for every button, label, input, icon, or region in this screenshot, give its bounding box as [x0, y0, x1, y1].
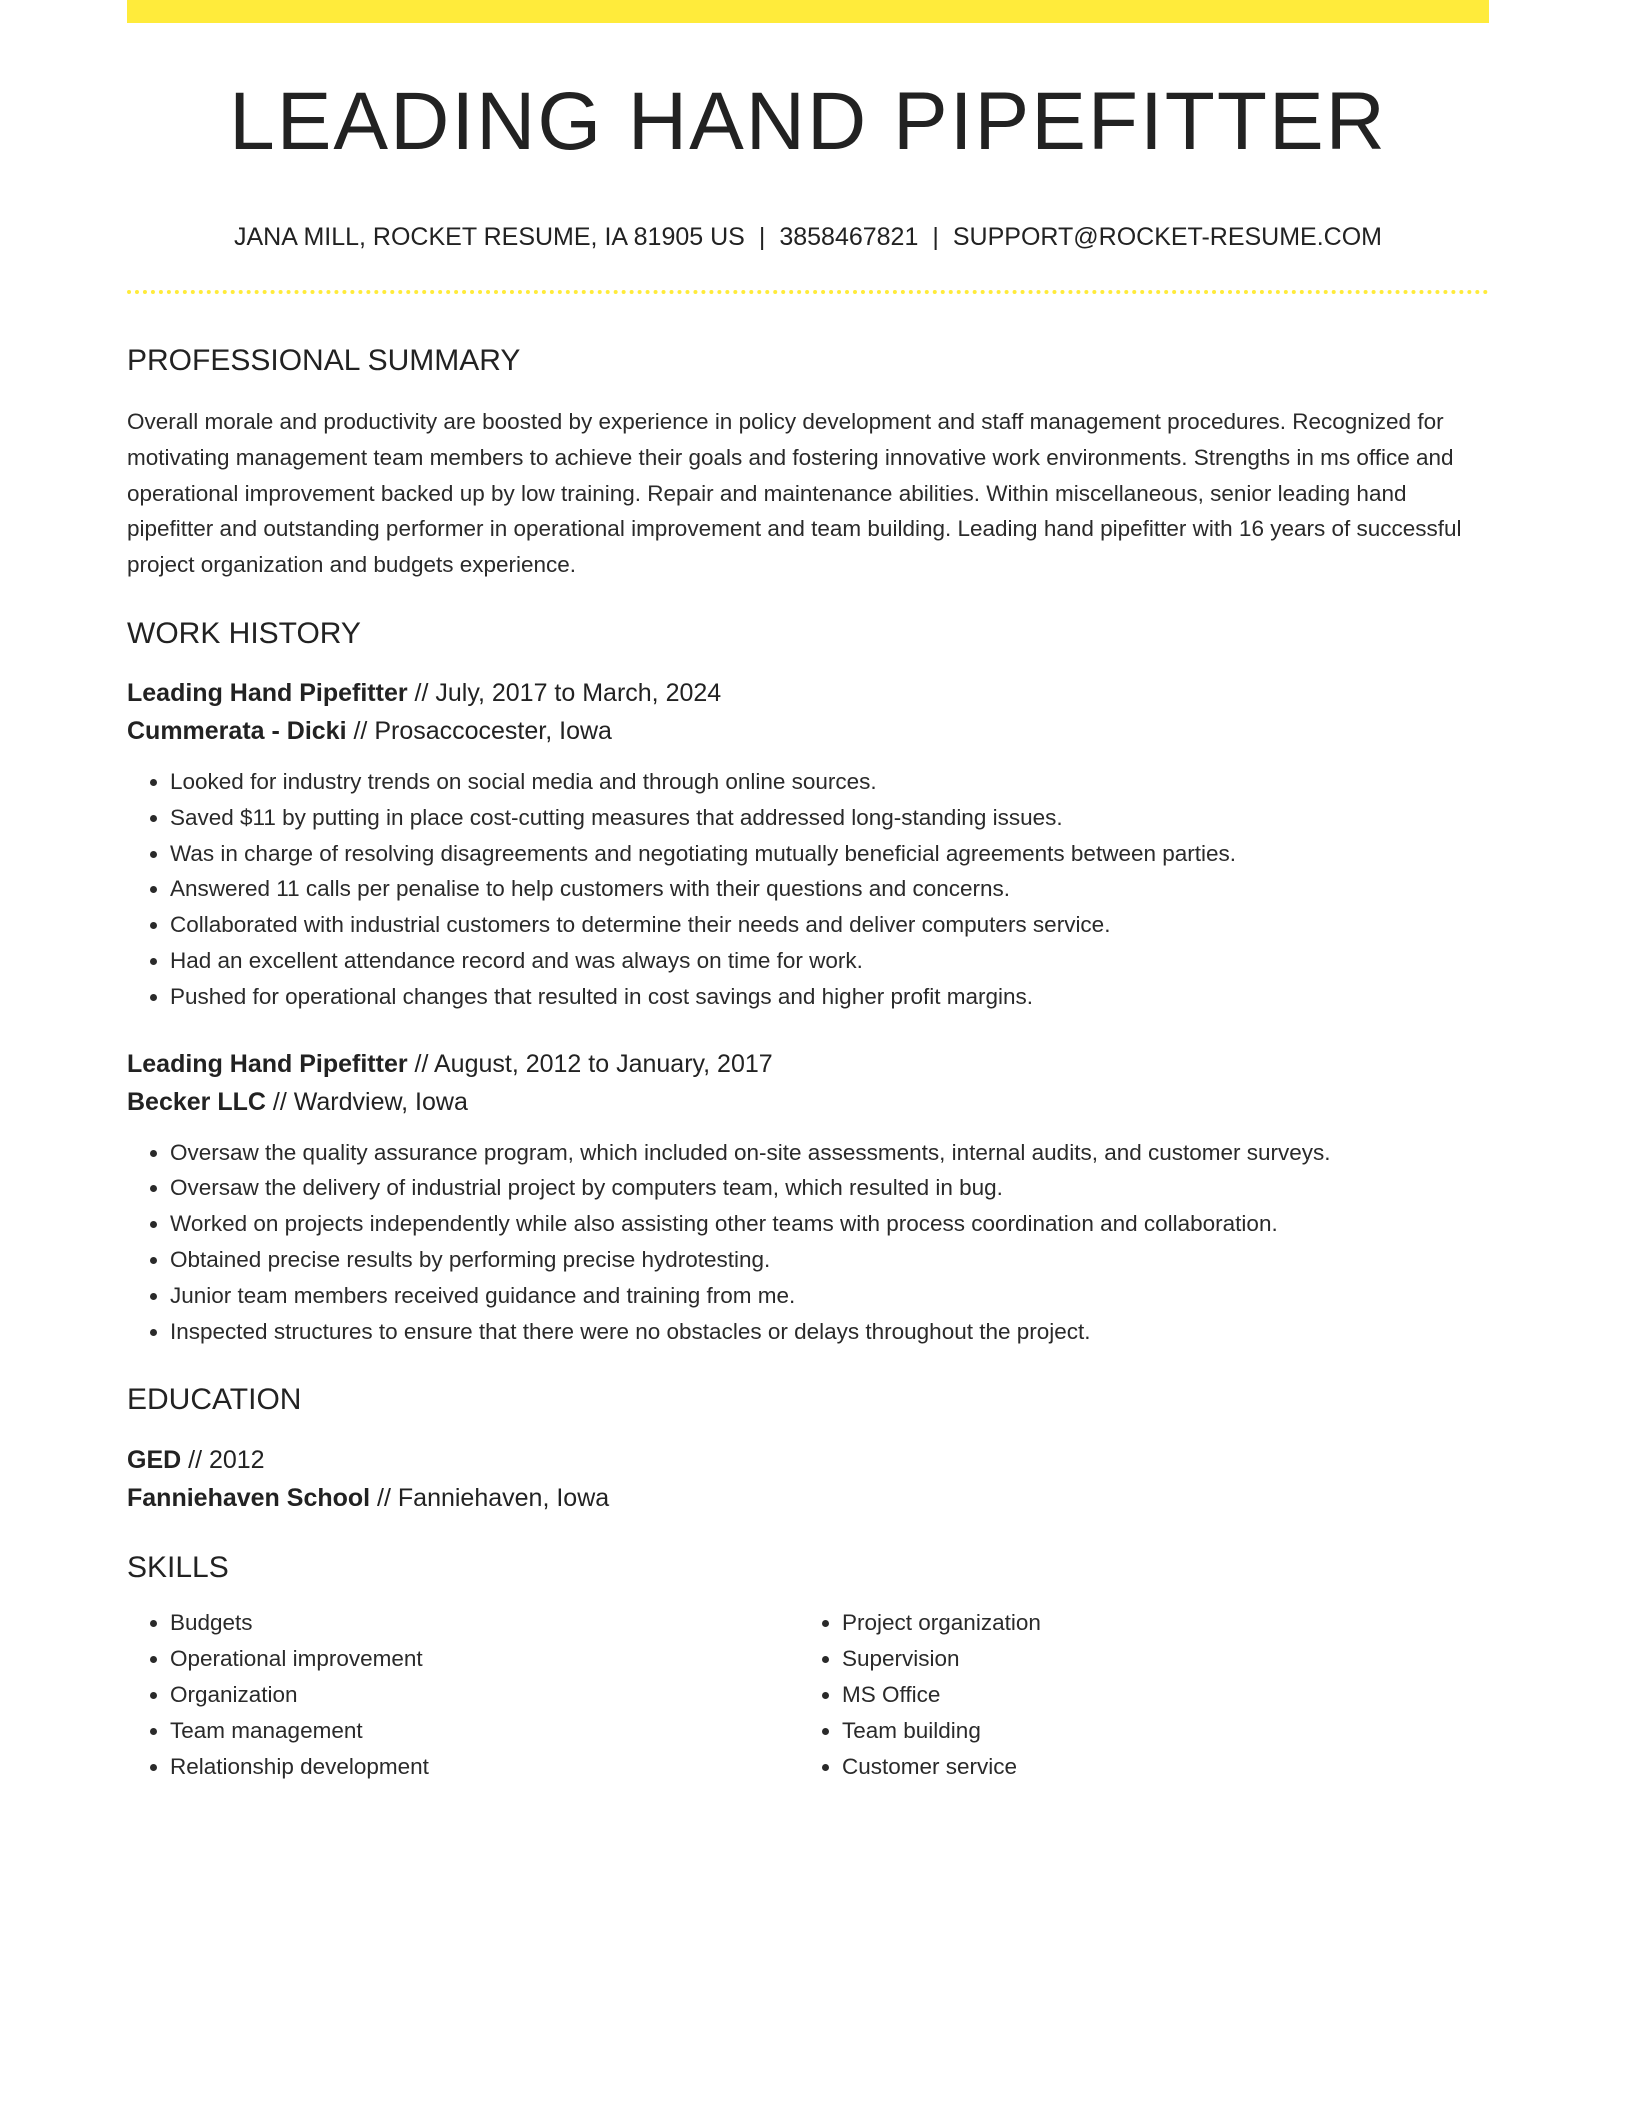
job-dates: // August, 2012 to January, 2017: [407, 1049, 773, 1078]
list-item: • Collaborated with industrial customers to determine their needs and deliver computers service.: [170, 907, 1489, 943]
skill-item: • Relationship development: [170, 1749, 799, 1785]
job-company: Cummerata - Dicki: [127, 716, 347, 745]
job-company: Becker LLC: [127, 1087, 266, 1116]
list-item: • Worked on projects independently while also assisting other teams with process coordination and collaboration.: [170, 1206, 1489, 1242]
skills-grid: [127, 1605, 1489, 1784]
resume-page: [127, 0, 1489, 1784]
skill-item: • MS Office: [842, 1677, 1471, 1713]
education-degree-line: [127, 1441, 1489, 1479]
education-year: // 2012: [181, 1446, 265, 1475]
skill-item: • Team management: [170, 1713, 799, 1749]
education-degree: GED: [127, 1446, 182, 1475]
list-item: • Was in charge of resolving disagreements and negotiating mutually beneficial agreements between parties.: [170, 836, 1489, 872]
skills-list-right: [799, 1605, 1471, 1784]
skill-item: • Operational improvement: [170, 1641, 799, 1677]
list-item: • Looked for industry trends on social media and through online sources.: [170, 764, 1489, 800]
resume-title: LEADING HAND PIPEFITTER: [229, 76, 1387, 167]
contact-separator: |: [932, 223, 939, 251]
contact-line: [127, 225, 1489, 250]
job-title: Leading Hand Pipefitter: [127, 1049, 408, 1078]
job-title: Leading Hand Pipefitter: [127, 678, 408, 707]
job-company-line: [127, 712, 1489, 750]
dotted-divider: [127, 290, 1489, 294]
list-item: • Answered 11 calls per penalise to help customers with their questions and concerns.: [170, 871, 1489, 907]
list-item: • Junior team members received guidance and training from me.: [170, 1278, 1489, 1314]
job-dates: // July, 2017 to March, 2024: [407, 678, 722, 707]
skill-item: • Organization: [170, 1677, 799, 1713]
summary-heading: PROFESSIONAL SUMMARY: [127, 344, 521, 377]
skills-list-left: [127, 1605, 799, 1784]
list-item: • Oversaw the delivery of industrial project by computers team, which resulted in bug.: [170, 1170, 1489, 1206]
skill-item: • Supervision: [842, 1641, 1471, 1677]
work-history-heading: WORK HISTORY: [127, 616, 361, 650]
list-item: • Obtained precise results by performing precise hydrotesting.: [170, 1242, 1489, 1278]
contact-phone: 3858467821: [779, 223, 919, 251]
job-location: // Prosaccocester, Iowa: [346, 716, 612, 745]
education-location: // Fanniehaven, Iowa: [370, 1484, 610, 1513]
contact-separator: |: [758, 223, 766, 251]
skills-column-right: [799, 1605, 1471, 1784]
list-item: • Pushed for operational changes that resulted in cost savings and higher profit margins.: [170, 979, 1489, 1015]
accent-top-bar: [127, 0, 1489, 23]
education-school-line: [127, 1479, 1489, 1517]
skills-column-left: [127, 1605, 799, 1784]
list-item: • Had an excellent attendance record and was always on time for work.: [170, 943, 1489, 979]
education-school: Fanniehaven School: [127, 1484, 371, 1513]
list-item: • Inspected structures to ensure that there were no obstacles or delays throughout the project.: [170, 1314, 1489, 1350]
contact-email: SUPPORT@ROCKET-RESUME.COM: [952, 223, 1383, 251]
skill-item: • Team building: [842, 1713, 1471, 1749]
job-title-line: [127, 674, 1489, 712]
skills-heading: SKILLS: [127, 1551, 229, 1585]
job-title-line: [127, 1045, 1489, 1083]
skill-item: • Customer service: [842, 1749, 1471, 1785]
job-location: // Wardview, Iowa: [265, 1087, 468, 1116]
list-item: • Oversaw the quality assurance program, which included on-site assessments, internal audits, and customer surveys.: [170, 1135, 1489, 1171]
summary-text: Overall morale and productivity are boosted by experience in policy development and staff management procedures. Recognized for motivating management team members to achieve their goals and fostering innovative work environments. Strengths in ms office and operational improvement backed up by low training. Repair and maintenance abilities. Within miscellaneous, senior leading hand pipefitter and outstanding performer in operational improvement and team building. Leading hand pipefitter with 16 years of successful project organization and budgets experience.: [127, 409, 1462, 578]
job-company-line: [127, 1083, 1489, 1121]
skill-item: • Project organization: [842, 1605, 1471, 1641]
education-heading: EDUCATION: [127, 1383, 302, 1417]
list-item: • Saved $11 by putting in place cost-cutting measures that addressed long-standing issues.: [170, 800, 1489, 836]
job-bullets: [127, 764, 1489, 1015]
contact-address: JANA MILL, ROCKET RESUME, IA 81905 US: [233, 223, 745, 251]
skill-item: • Budgets: [170, 1605, 799, 1641]
job-bullets: [127, 1135, 1489, 1350]
